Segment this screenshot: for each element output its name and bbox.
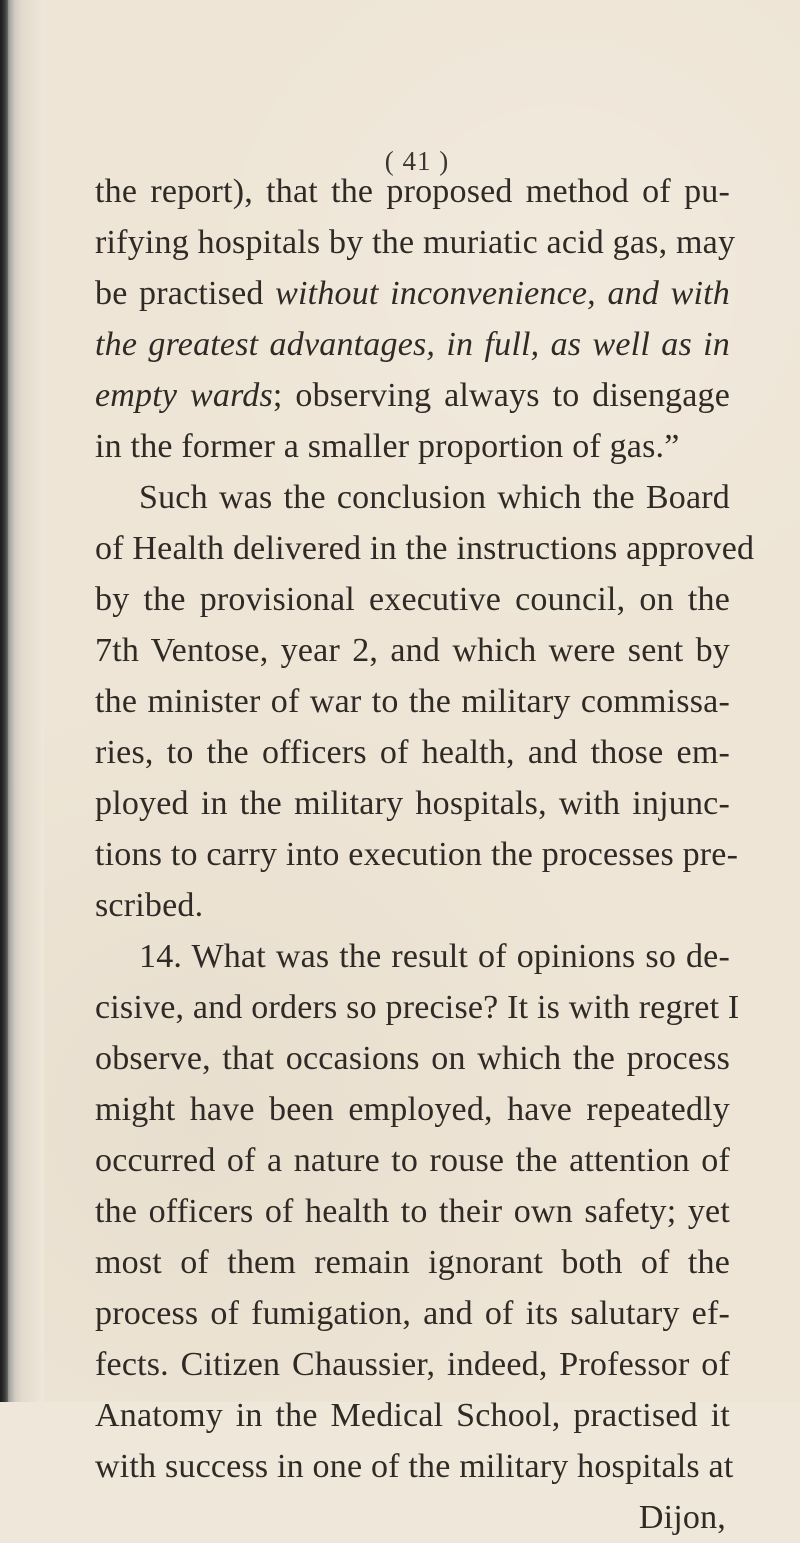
text-line: process of fumigation, and of its salutary ef-: [95, 1295, 730, 1332]
text-fragment: ; observing always to disengage: [272, 377, 731, 414]
text-line: ries, to the officers of health, and those em-: [95, 734, 730, 771]
page-number: ( 41 ): [384, 146, 450, 176]
page-shadow: [0, 0, 8, 1402]
italic-text-line: the greatest advantages, in full, as well as in: [95, 326, 730, 363]
body-text: [95, 166, 755, 1543]
text-line: occurred of a nature to rouse the attention of: [95, 1142, 730, 1179]
text-line: [95, 268, 730, 319]
text-line: cisive, and orders so precise? It is with regret I: [95, 989, 740, 1026]
text-line: might have been employed, have repeatedly: [95, 1091, 730, 1128]
text-line: of Health delivered in the instructions approved: [95, 530, 755, 567]
catchword-line: Dijon,: [638, 1499, 726, 1536]
text-line: with success in one of the military hospitals at: [95, 1448, 734, 1485]
text-line: scribed.: [95, 887, 204, 924]
text-line: in the former a smaller proportion of gas.”: [95, 428, 680, 465]
text-line: rifying hospitals by the muriatic acid gas, may: [95, 224, 736, 261]
text-line: by the provisional executive council, on the: [95, 581, 730, 618]
text-line: 7th Ventose, year 2, and which were sent by: [95, 632, 730, 669]
text-line: [95, 370, 730, 421]
text-line: tions to carry into execution the processes pre-: [95, 836, 739, 873]
italic-text: without inconvenience, and with: [275, 275, 730, 312]
text-line: Anatomy in the Medical School, practised it: [95, 1397, 730, 1434]
text-line: the report), that the proposed method of pu-: [95, 173, 730, 210]
paragraph-start-line: 14. What was the result of opinions so de-: [139, 938, 730, 975]
paragraph-start-line: Such was the conclusion which the Board: [139, 479, 730, 516]
text-line: most of them remain ignorant both of the: [95, 1244, 730, 1281]
italic-text: empty wards: [95, 377, 273, 414]
text-line: observe, that occasions on which the process: [95, 1040, 730, 1077]
text-line: the minister of war to the military commissa-: [95, 683, 730, 720]
text-fragment: be practised: [95, 275, 276, 312]
text-line: fects. Citizen Chaussier, indeed, Professor of: [95, 1346, 730, 1383]
text-line: ployed in the military hospitals, with injunc-: [95, 785, 730, 822]
text-line: the officers of health to their own safety; yet: [95, 1193, 730, 1230]
